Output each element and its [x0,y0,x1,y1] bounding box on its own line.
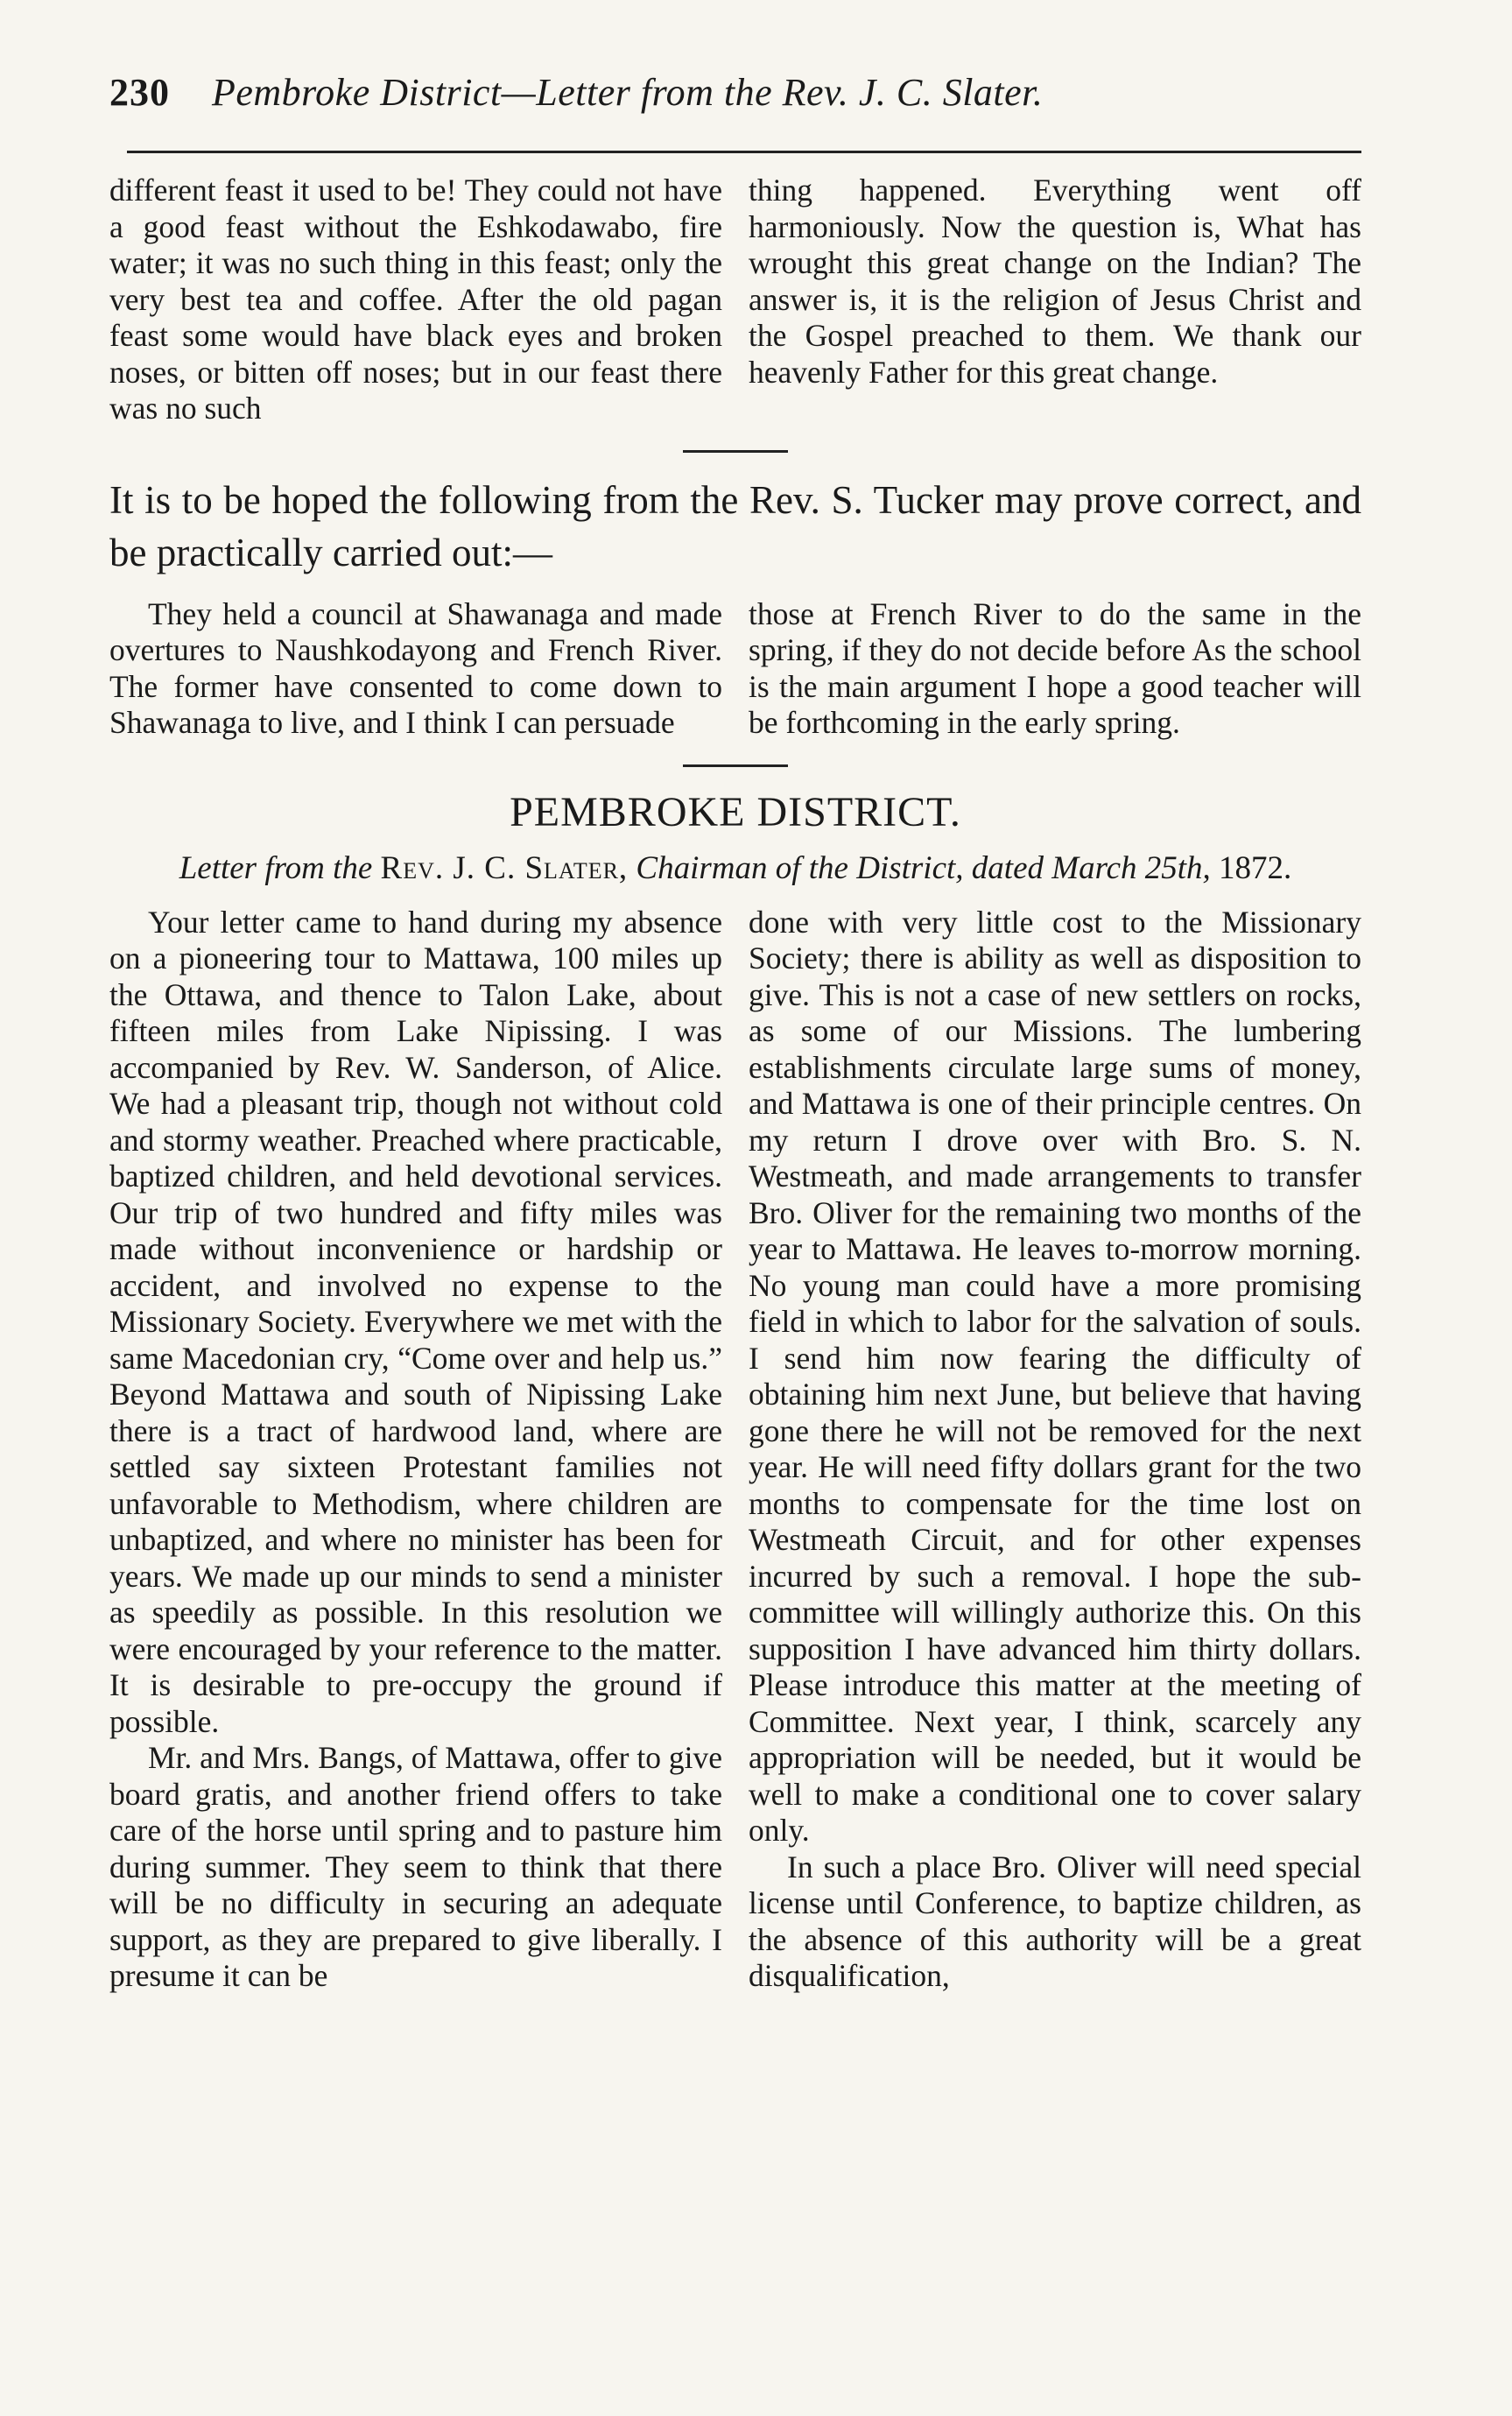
page-header [109,70,1361,138]
section-divider [683,450,788,453]
document-page [109,70,1361,1995]
top-right-column [749,173,1361,427]
dateline-middle: Chairman of the District, dated March 25th, [636,849,1211,886]
letter-right-paragraph: done with very little cost to the Missionary Society; there is ability as well as disposition to give. This is not a case of new settlers on rocks, as some of our Missions. The lumbering establishments circulate large sums of money, and Mattawa is one of their principle centres. On my return I drove over with Bro. S. N. Westmeath, and made arrangements to transfer Bro. Oliver for the remaining two months of the year to Mattawa. He leaves to-morrow morning. No young man could have a more promising field in which to labor for the salvation of souls. I send him now fearing the difficulty of obtaining him next June, but believe that having gone there he will not be removed for the next year. He will need fifty dollars grant for the two months to compensate for the time lost on Westmeath Circuit, and for other expenses incurred by such a removal. I hope the sub-committee will willingly authorize this. On this supposition I have advanced him thirty dollars. Please introduce this matter at the meeting of Committee. Next year, I think, scarcely any appropriation will be needed, but it would be well to make a conditional one to cover salary only. [749,904,1361,1848]
running-head: Pembroke District—Letter from the Rev. J. C. Slater. [212,71,1044,114]
dateline-author: Rev. J. C. Slater, [380,849,629,886]
letter-left-paragraph: Your letter came to hand during my absence on a pioneering tour to Mattawa, 100 miles up the Ottawa, and thence to Talon Lake, about fifteen miles from Lake Nipissing. I was accompanied by Rev. W. Sanderson, of Alice. We had a pleasant trip, though not without cold and stormy weather. Preached where practicable, baptized children, and held devotional services. Our trip of two hundred and fifty miles was made without inconvenience or hardship or accident, and involved no expense to the Missionary Society. Everywhere we met with the same Macedonian cry, “Come over and help us.” Beyond Mattawa and south of Nipissing Lake there is a tract of hardwood land, where are settled say sixteen Protestant families not unfavorable to Methodism, where children are unbaptized, and where no minister has been for years. We made up our minds to send a minister as speedily as possible. In this resolution we were encouraged by your reference to the matter. It is desirable to pre-occupy the ground if possible. [109,904,722,1739]
tucker-intro: It is to be hoped the following from the Rev. S. Tucker may prove correct, and be practically carried out:— [109,477,1361,574]
letter-dateline [109,849,1361,889]
letter-left-paragraph: Mr. and Mrs. Bangs, of Mattawa, offer to give board gratis, and another friend offers to take care of the horse until spring and to pasture him during summer. They seem to think that there will be no difficulty in securing an adequate support, as they are prepared to give liberally. I presume it can be [109,1740,722,1993]
dateline-year: 1872. [1219,849,1292,886]
section-divider [683,764,788,767]
tucker-left-column [109,596,722,742]
header-rule [127,151,1361,153]
tucker-right-column [749,596,1361,742]
top-right-text: thing happened. Everything went off harmoniously. Now the question is, What has wrought this great change on the Indian? The answer is, it is the religion of Jesus Christ and the Gospel preached to them. We thank our heavenly Father for this great change. [749,173,1361,390]
section-title: PEMBROKE DISTRICT. [510,788,961,835]
page-number: 230 [109,71,170,114]
top-left-text: different feast it used to be! They could not have a good feast without the Eshkodawabo, fire water; it was no such thing in this feast; only the very best tea and coffee. After the old pagan feast some would have black eyes and broken noses, or bitten off noses; but in our feast there was no such [109,173,722,426]
letter-left-column [109,905,722,1995]
dateline-prefix: Letter from the [179,849,373,886]
letter-columns [109,905,1361,1995]
top-left-column [109,173,722,427]
top-section-columns [109,173,1361,427]
letter-right-paragraph: In such a place Bro. Oliver will need special license until Conference, to baptize children, as the absence of this authority will be a great disqualification, [749,1849,1361,1993]
tucker-right-text: those at French River to do the same in the spring, if they do not decide before As the school is the main argument I hope a good teacher will be forthcoming in the early spring. [749,595,1361,740]
tucker-left-text: They held a council at Shawanaga and made overtures to Naushkodayong and French River. The former have consented to come down to Shawanaga to live, and I think I can persuade [109,595,722,740]
letter-right-column [749,905,1361,1995]
tucker-section-columns [109,596,1361,742]
